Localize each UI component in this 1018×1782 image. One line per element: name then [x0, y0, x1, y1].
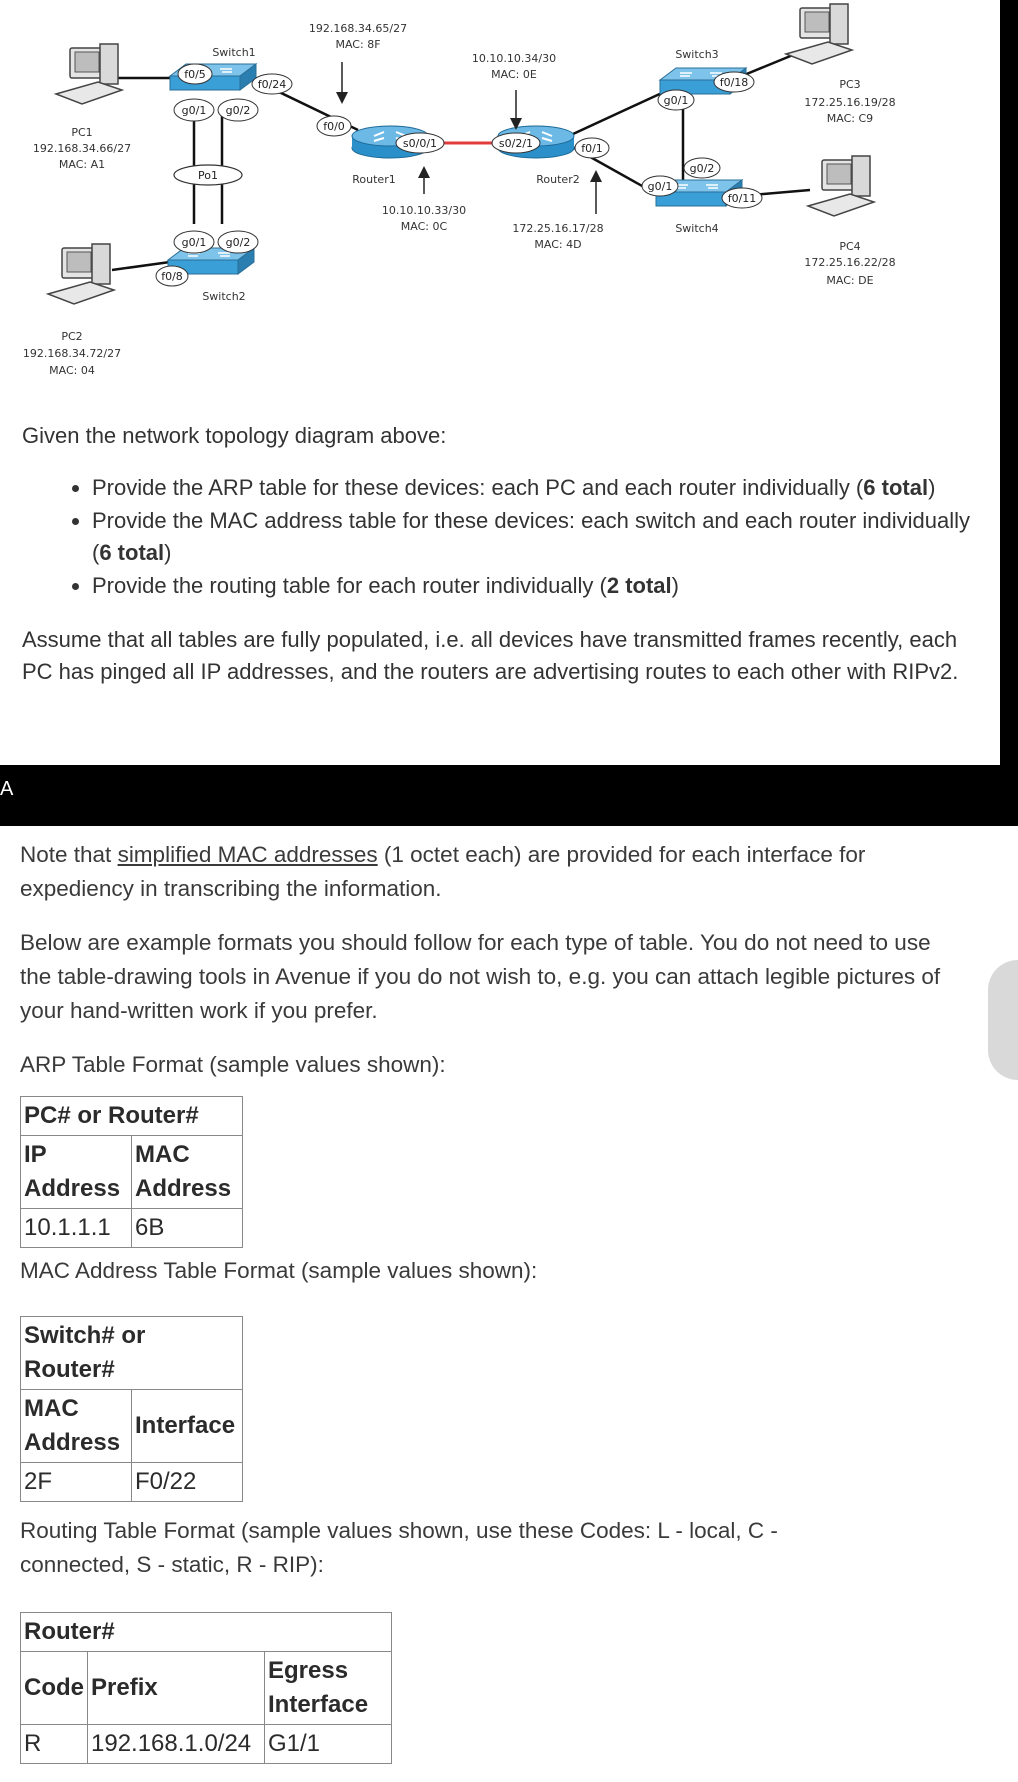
simplified-mac-link[interactable]: simplified MAC addresses: [117, 842, 378, 867]
r2-s021-mac: MAC: 0E: [491, 68, 537, 81]
arp-col-ip: IP Address: [21, 1136, 132, 1209]
mac-col-interface: Interface: [132, 1390, 243, 1463]
pc4-ip: 172.25.16.22/28: [804, 256, 896, 269]
side-scroll-tab[interactable]: [988, 960, 1018, 1080]
r2-f01-mac: MAC: 4D: [534, 238, 582, 251]
switch4-label: Switch4: [675, 222, 719, 235]
switch2-label: Switch2: [202, 290, 246, 303]
sw1-g01-port: g0/1: [181, 104, 207, 117]
switch1-label: Switch1: [212, 46, 256, 59]
routing-format-table: [20, 1612, 392, 1764]
r2-s021-port: s0/2/1: [498, 137, 534, 150]
pc3-mac: MAC: C9: [826, 112, 874, 125]
mac-col-mac: MAC Address: [21, 1390, 132, 1463]
bullet-arp: • Provide the ARP table for these devices: each PC and each router individually (6 total): [92, 472, 982, 504]
arp-cell-mac: 6B: [132, 1209, 243, 1248]
pc1-ip: 192.168.34.66/27: [32, 142, 132, 155]
switch3-label: Switch3: [675, 48, 719, 61]
r2-f01-port: f0/1: [581, 142, 603, 155]
sw1-f05-port: f0/5: [184, 68, 206, 81]
stray-letter: A: [0, 778, 14, 800]
sw4-f011-port: f0/11: [727, 192, 757, 205]
question-assumption: Assume that all tables are fully populated, i.e. all devices have transmitted frames recently, each PC has pinged all IP addresses, and the routers are advertising routes to each other with RIPv2.: [22, 627, 959, 684]
pc2-ip: 192.168.34.72/27: [22, 347, 122, 360]
arp-caption: ARP Table Format (sample values shown):: [20, 1052, 446, 1077]
routing-title: Router#: [21, 1613, 392, 1652]
routing-col-egress: Egress Interface: [265, 1652, 392, 1725]
mac-cell-interface: F0/22: [132, 1463, 243, 1502]
routing-col-prefix: Prefix: [88, 1652, 265, 1725]
routing-cell-code: R: [21, 1725, 88, 1764]
sw1-f024-port: f0/24: [257, 78, 287, 91]
pc4-name: PC4: [839, 240, 861, 253]
mac-cell-mac: 2F: [21, 1463, 132, 1502]
r1-s001-port: s0/0/1: [402, 137, 438, 150]
sw3-f018-port: f0/18: [719, 76, 749, 89]
r1-f00-ip: 192.168.34.65/27: [308, 22, 408, 35]
pc4-mac: MAC: DE: [826, 274, 874, 287]
r1-s001-ip: 10.10.10.33/30: [381, 204, 467, 217]
question-panel-top: [0, 0, 1000, 765]
routing-col-code: Code: [21, 1652, 88, 1725]
routing-cell-egress: G1/1: [265, 1725, 392, 1764]
sw2-g02-port: g0/2: [225, 236, 251, 249]
arp-cell-ip: 10.1.1.1: [21, 1209, 132, 1248]
router1-label: Router1: [352, 173, 396, 186]
mac-caption: MAC Address Table Format (sample values shown):: [20, 1258, 538, 1283]
sw1-g02-port: g0/2: [225, 104, 251, 117]
arp-col-mac: MAC Address: [132, 1136, 243, 1209]
pc1-icon: [56, 44, 122, 104]
arp-title: PC# or Router#: [21, 1097, 243, 1136]
pc2-mac: MAC: 04: [49, 364, 95, 377]
router2-label: Router2: [536, 173, 580, 186]
arp-format-table: [20, 1096, 243, 1248]
pc3-ip: 172.25.16.19/28: [804, 96, 896, 109]
pc3-icon: [786, 4, 852, 64]
pc1-name: PC1: [71, 126, 93, 139]
r1-s001-mac: MAC: 0C: [400, 220, 448, 233]
question-intro: Given the network topology diagram above:: [22, 423, 447, 448]
sw2-f08-port: f0/8: [161, 270, 183, 283]
sw4-g02-port: g0/2: [689, 162, 715, 175]
network-topology-diagram: [0, 0, 1000, 400]
routing-caption: Routing Table Format (sample values shown, use these Codes: L - local, C - connected, S - static, R - RIP):: [20, 1518, 778, 1577]
question-bullets: [22, 472, 982, 602]
r1-f00-port: f0/0: [323, 120, 345, 133]
r2-f01-ip: 172.25.16.17/28: [512, 222, 604, 235]
bullet-routing: • Provide the routing table for each router individually (2 total): [92, 570, 982, 602]
po1-label: Po1: [198, 169, 218, 182]
pc3-name: PC3: [839, 78, 861, 91]
r2-s021-ip: 10.10.10.34/30: [471, 52, 557, 65]
instructions: [20, 838, 960, 1768]
question-text: [22, 420, 982, 688]
sw3-g01-port: g0/1: [663, 94, 689, 107]
pc4-icon: [808, 156, 874, 216]
bullet-mac: • Provide the MAC address table for these devices: each switch and each router individually (6 total): [92, 505, 982, 569]
mac-format-table: [20, 1316, 243, 1502]
routing-cell-prefix: 192.168.1.0/24: [88, 1725, 265, 1764]
sw4-g01-port: g0/1: [647, 180, 673, 193]
pc2-icon: [48, 244, 114, 304]
sw2-g01-port: g0/1: [181, 236, 207, 249]
pc1-mac: MAC: A1: [58, 158, 106, 171]
format-paragraph: Below are example formats you should follow for each type of table. You do not need to use the table-drawing tools in Avenue if you do not wish to, e.g. you can attach legible pictures of your hand-written work if you prefer.: [20, 930, 941, 1023]
note-paragraph: Note that simplified MAC addresses (1 octet each) are provided for each interface for expediency in transcribing the information.: [20, 842, 866, 901]
mac-title: Switch# or Router#: [21, 1317, 243, 1390]
r1-f00-mac: MAC: 8F: [335, 38, 381, 51]
pc2-name: PC2: [61, 330, 83, 343]
